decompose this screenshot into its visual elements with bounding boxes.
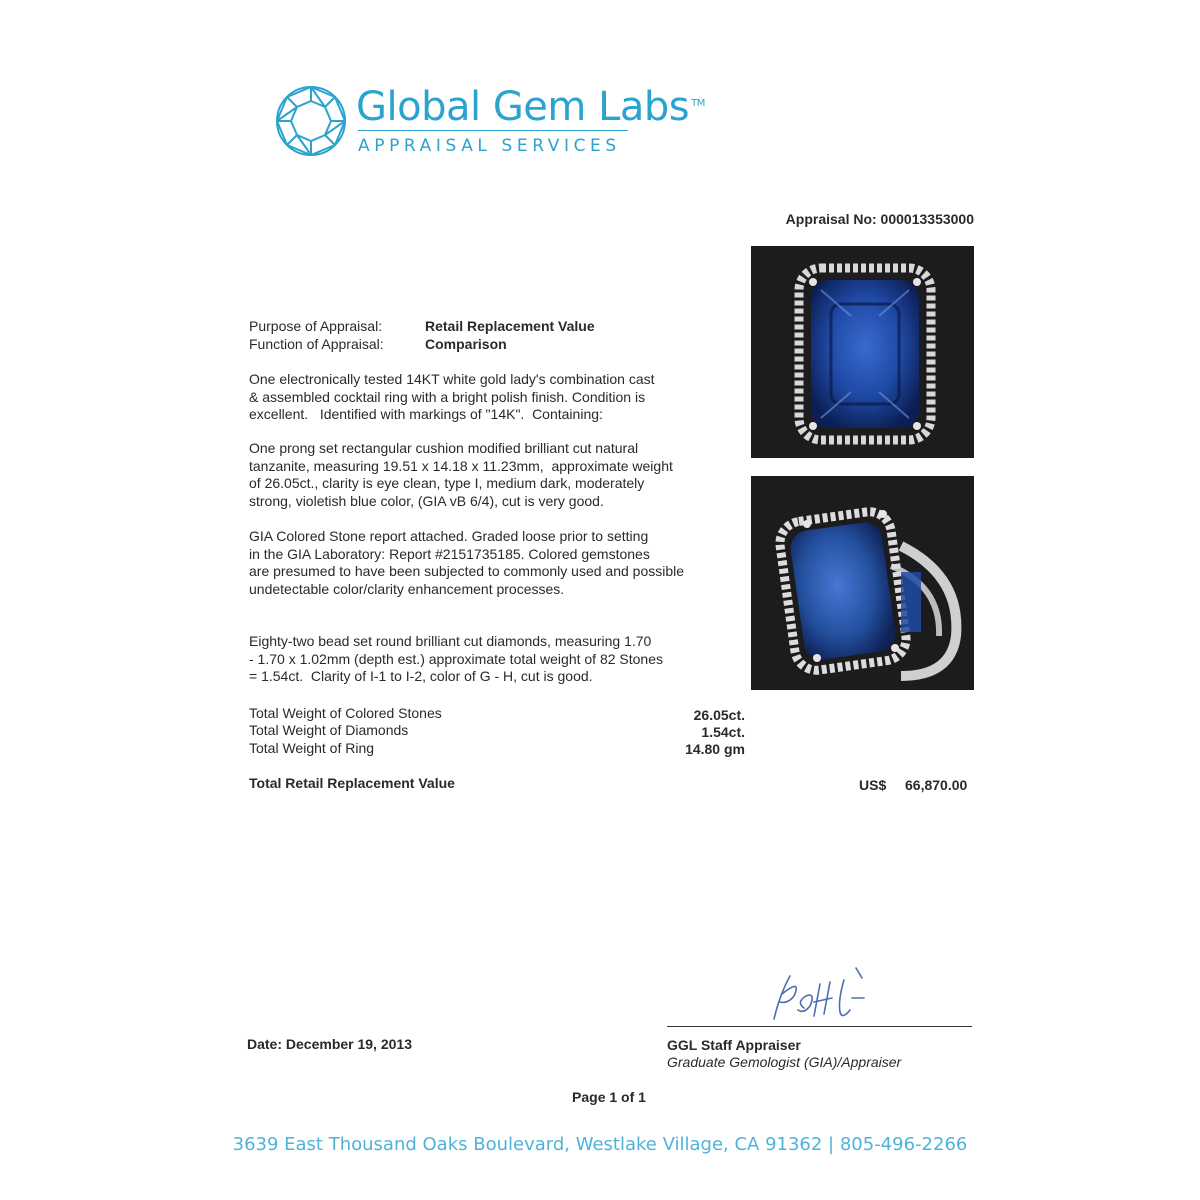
footer-address: 3639 East Thousand Oaks Boulevard, Westlake Village, CA 91362 | 805-496-2266 [232, 1134, 968, 1155]
gia-report-note: GIA Colored Stone report attached. Graded loose prior to setting in the GIA Laboratory: Report #2151735185. Colored gemstones are presumed to have been subjected to commonly used and possible undetectable color/clarity enhancement processes. [249, 528, 685, 597]
ring-photo-front [751, 246, 974, 458]
page-indicator: Page 1 of 1 [572, 1089, 646, 1105]
total-colored-stones-label: Total Weight of Colored Stones [249, 705, 442, 721]
brand-name [356, 84, 705, 130]
center-stone-description: One prong set rectangular cushion modified brilliant cut natural tanzanite, measuring 19.51 x 14.18 x 11.23mm, approximate weight of 26.05ct., clarity is eye clean, type I, medium dark, moderately strong, violetish blue color, (GIA vB 6/4), cut is very good. [249, 440, 673, 509]
retail-value-currency: US$ [859, 777, 887, 793]
total-ring-weight-value: 14.80 gm [685, 741, 745, 757]
retail-value-amount: 66,870.00 [905, 777, 968, 793]
total-colored-stones-value: 26.05ct. [693, 707, 745, 723]
brand-subtitle: APPRAISAL SERVICES [358, 136, 621, 156]
retail-value-label: Total Retail Replacement Value [249, 775, 455, 791]
purpose-value: Retail Replacement Value [425, 318, 595, 334]
appraisal-date: Date: December 19, 2013 [247, 1036, 412, 1052]
appraiser-title: GGL Staff Appraiser [667, 1037, 801, 1053]
total-diamonds-label: Total Weight of Diamonds [249, 722, 409, 738]
ring-photo-side [751, 476, 974, 690]
ring-front-illustration [751, 246, 974, 458]
trademark: TM [691, 97, 705, 109]
signature [760, 964, 880, 1024]
diamond-outline-icon [274, 84, 348, 158]
ring-side-illustration [751, 476, 974, 690]
mounting-description: One electronically tested 14KT white gold lady's combination cast & assembled cocktail ring with a bright polish finish. Condition is excellent. Identified with markings of "14K". Containing: [249, 371, 655, 422]
function-label: Function of Appraisal: [249, 336, 384, 352]
signature-line [667, 1026, 972, 1027]
function-value: Comparison [425, 336, 507, 352]
appraiser-credential: Graduate Gemologist (GIA)/Appraiser [667, 1054, 902, 1070]
brand-name-text: Global Gem Labs [356, 84, 690, 130]
diamonds-description: Eighty-two bead set round brilliant cut diamonds, measuring 1.70 - 1.70 x 1.02mm (depth est.) approximate total weight of 82 Stones = 1.54ct. Clarity of I-1 to I-2, color of G - H, cut is good. [249, 633, 663, 684]
appraisal-number: Appraisal No: 000013353000 [785, 211, 974, 227]
total-ring-weight-label: Total Weight of Ring [249, 740, 375, 756]
brand-divider [358, 130, 628, 131]
total-diamonds-value: 1.54ct. [701, 724, 745, 740]
purpose-label: Purpose of Appraisal: [249, 318, 383, 334]
